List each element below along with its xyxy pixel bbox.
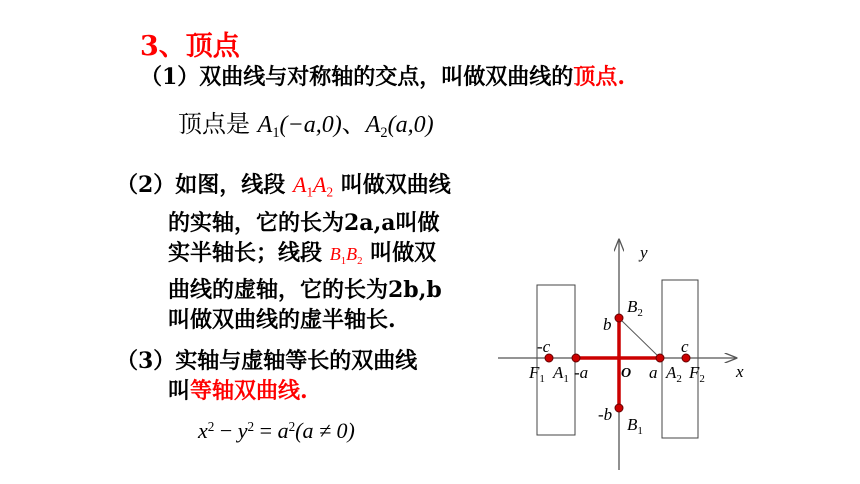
label-neg-b: -b xyxy=(598,405,613,424)
label-F2: $F_2$ xyxy=(689,363,705,385)
b-a-connector xyxy=(619,318,660,358)
equilateral-hyperbola-term: 等轴双曲线 xyxy=(190,378,301,404)
label-neg-c: -c xyxy=(537,337,551,356)
axis-x-label: x xyxy=(736,362,744,381)
axis-y-label: y xyxy=(640,243,648,262)
label-F1: $F_1$ xyxy=(529,363,545,385)
vertex-a2: $A_2$ xyxy=(365,112,388,142)
real-axis-segment: $A_1A_2$ xyxy=(292,172,334,200)
vertex-prefix: 顶点是 xyxy=(178,110,250,138)
point-A2 xyxy=(656,354,664,362)
left-region-rect xyxy=(537,285,575,435)
vertex-term: 顶点 xyxy=(573,64,618,90)
paragraph-2-line-2: 的实轴，它的长为2a,a叫做 xyxy=(168,209,440,236)
paragraph-2-line-4: 曲线的虚轴，它的长为2b,b xyxy=(168,277,442,304)
label-c: c xyxy=(681,337,689,356)
paragraph-2-line-1: （2）如图，线段 $A_1A_2$ 叫做双曲线 xyxy=(116,172,451,200)
point-B1 xyxy=(615,404,623,412)
label-B1: $B_1$ xyxy=(627,415,643,437)
vertex-a2-coord: (a,0) xyxy=(387,112,434,138)
paragraph-3-line-1: （3）实轴与虚轴等长的双曲线 xyxy=(116,348,418,374)
paragraph-2-line-5: 叫做双曲线的虚半轴长. xyxy=(168,307,396,334)
label-A1: $A_1$ xyxy=(553,363,569,385)
equilateral-equation: $x^2 - y^2 = a^2(a \ne 0)$ xyxy=(198,418,355,443)
paragraph-3-line-2: 叫等轴双曲线. xyxy=(168,378,308,404)
point-B2 xyxy=(615,314,623,322)
section-title: 3、顶点 xyxy=(140,31,240,62)
point-A1 xyxy=(572,354,580,362)
label-a: a xyxy=(649,363,658,382)
vertex-a1: $A_1$ xyxy=(257,112,280,142)
origin-label: O xyxy=(621,366,632,381)
paragraph-1-text: （1）双曲线与对称轴的交点，叫做双曲线的 xyxy=(140,64,574,90)
vertex-separator: 、 xyxy=(341,110,366,138)
paragraph-1-end: . xyxy=(617,64,625,90)
label-b: b xyxy=(603,315,612,334)
imaginary-axis-segment: $B_1B_2$ xyxy=(329,243,363,267)
label-B2: $B_2$ xyxy=(627,297,643,319)
right-region-rect xyxy=(662,280,698,438)
label-neg-a: -a xyxy=(574,363,589,382)
paragraph-2-line-3: 实半轴长；线段 $B_1B_2$ 叫做双 xyxy=(168,239,437,267)
vertex-a1-coord: (−a,0) xyxy=(279,112,342,138)
label-A2: $A_2$ xyxy=(666,363,682,385)
